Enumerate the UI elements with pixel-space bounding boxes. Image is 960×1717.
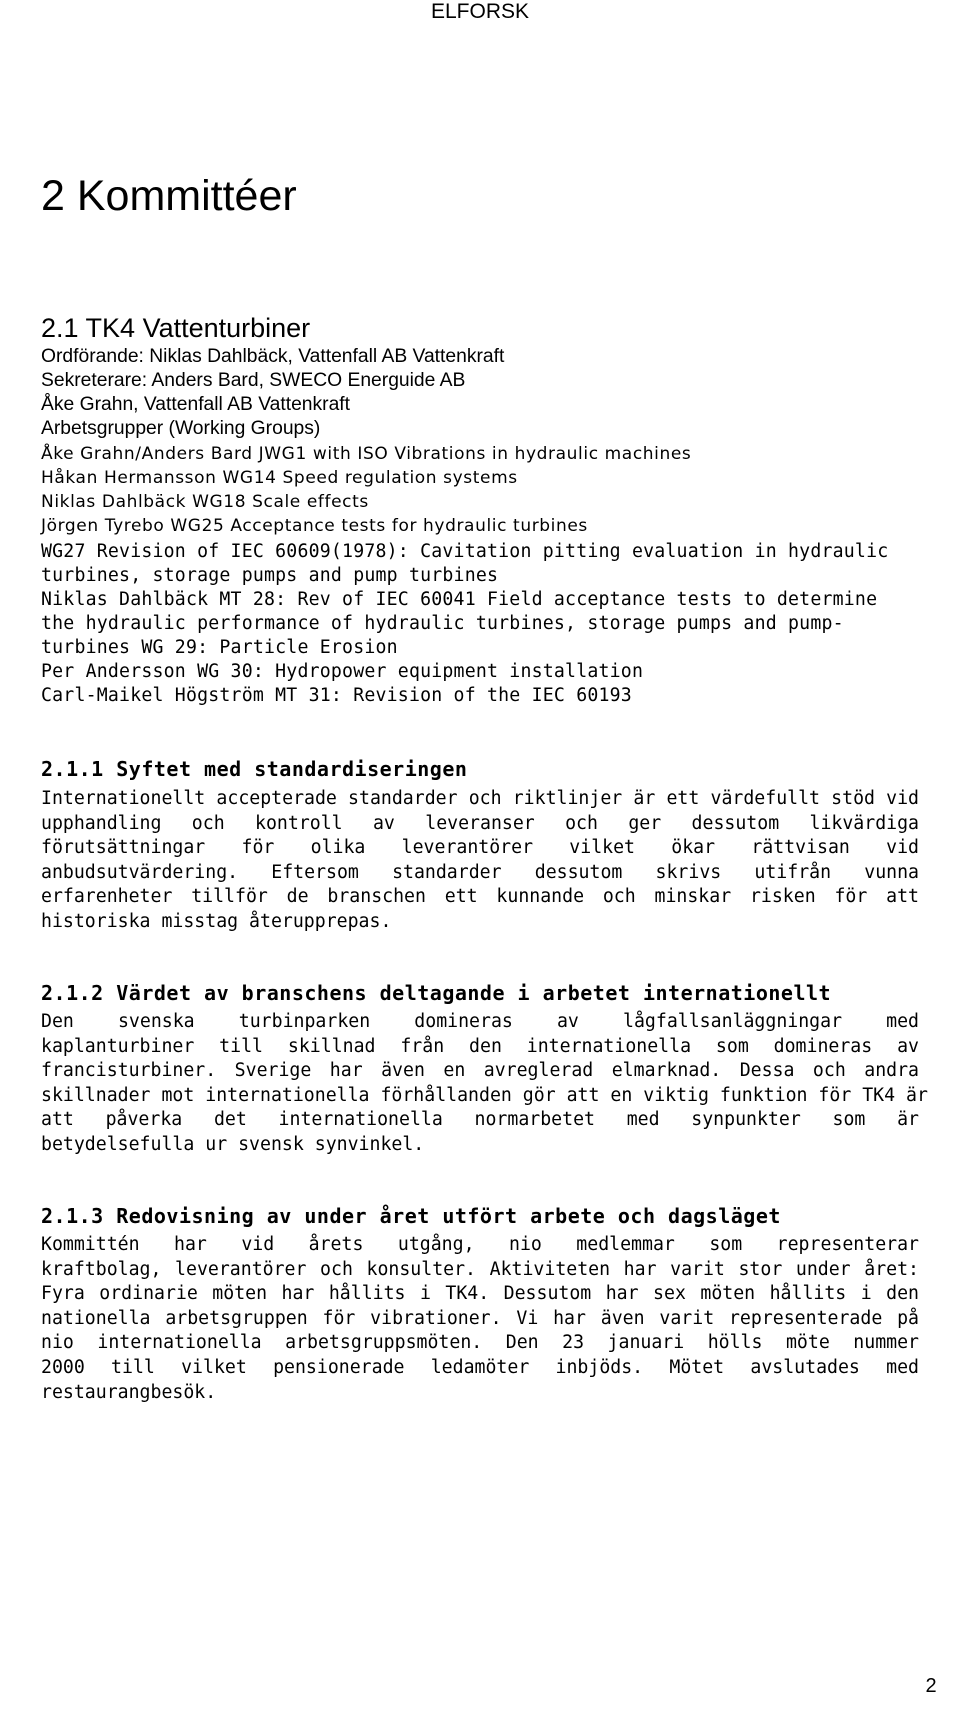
working-group-line: Niklas Dahlbäck MT 28: Rev of IEC 60041 Field acceptance tests to determine <box>41 589 878 610</box>
subsection-title-vardet: 2.1.2 Värdet av branschens deltagande i arbetet internationellt <box>41 981 832 1005</box>
committee-line-working-groups: Arbetsgrupper (Working Groups) <box>41 418 321 439</box>
working-group-line: WG27 Revision of IEC 60609(1978): Cavitation pitting evaluation in hydraulic <box>41 541 889 562</box>
page-number-text: 2 <box>925 1675 937 1697</box>
paragraph-line: förutsättningar för olika leverantörer vilket ökar rättvisan vid <box>41 837 919 859</box>
subsection-title-syftet: 2.1.1 Syftet med standardiseringen <box>41 757 468 781</box>
working-group-line: Jörgen Tyrebo WG25 Acceptance tests for hydraulic turbines <box>41 516 588 536</box>
working-group-line: turbines, storage pumps and pump turbines <box>41 565 499 586</box>
paragraph-line: nio internationella arbetsgruppsmöten. Den 23 januari hölls möte nummer <box>41 1332 919 1354</box>
paragraph-line: betydelsefulla ur svensk synvinkel. <box>41 1133 425 1155</box>
paragraph-line: upphandling och kontroll av leveranser och ger dessutom likvärdiga <box>41 812 919 834</box>
paragraph-line: att påverka det internationella normarbetet med synpunkter som är <box>41 1109 919 1131</box>
paragraph-line: kraftbolag, leverantörer och konsulter. Aktiviteten har varit stor under året: <box>41 1258 919 1280</box>
working-group-line: Åke Grahn/Anders Bard JWG1 with ISO Vibrations in hydraulic machines <box>41 444 692 464</box>
working-group-line: Carl-Maikel Högström MT 31: Revision of the IEC 60193 <box>41 685 632 706</box>
working-group-line: Per Andersson WG 30: Hydropower equipment installation <box>41 661 644 682</box>
paragraph-line: anbudsutvärdering. Eftersom standarder dessutom skrivs utifrån vunna <box>41 861 919 883</box>
working-group-mono-list <box>41 540 921 708</box>
paragraph-vardet <box>41 1010 928 1158</box>
paragraph-line: Den svenska turbinparken domineras av lågfallsanläggningar med <box>41 1011 919 1032</box>
paragraph-line: 2000 till vilket pensionerade ledamöter inbjöds. Mötet avslutades med <box>41 1356 919 1378</box>
paragraph-line: restaurangbesök. <box>41 1381 217 1403</box>
working-group-list <box>41 442 921 538</box>
working-group-line: Niklas Dahlbäck WG18 Scale effects <box>41 492 369 512</box>
committee-line-chair: Ordförande: Niklas Dahlbäck, Vattenfall AB Vattenkraft <box>41 346 505 367</box>
paragraph-line: Internationellt accepterade standarder och riktlinjer är ett värdefullt stöd vid <box>41 788 919 809</box>
committee-list <box>41 345 921 441</box>
paragraph-line: kaplanturbiner till skillnad från den internationella som domineras av <box>41 1035 919 1057</box>
working-group-line: turbines WG 29: Particle Erosion <box>41 637 398 658</box>
working-group-line: the hydraulic performance of hydraulic turbines, storage pumps and pump- <box>41 613 844 634</box>
page-number <box>0 1675 946 1698</box>
paragraph-line: historiska misstag återupprepas. <box>41 910 392 932</box>
paragraph-syftet <box>41 787 919 935</box>
working-group-line: Håkan Hermansson WG14 Speed regulation systems <box>41 468 518 488</box>
committee-line-member: Åke Grahn, Vattenfall AB Vattenkraft <box>41 394 351 415</box>
paragraph-line: nationella arbetsgruppen för vibrationer. Vi har även varit representerade på <box>41 1307 919 1329</box>
running-header: ELFORSK <box>430 0 530 23</box>
paragraph-line: Fyra ordinarie möten har hållits i TK4. Dessutom har sex möten hållits i den <box>41 1283 919 1305</box>
paragraph-line: skillnader mot internationella förhållanden gör att en viktig funktion för TK4 är <box>41 1084 928 1106</box>
paragraph-line: Kommittén har vid årets utgång, nio medlemmar som representerar <box>41 1234 919 1255</box>
subsection-title-redovisning: 2.1.3 Redovisning av under året utfört arbete och dagsläget <box>41 1204 781 1228</box>
paragraph-line: erfarenheter tillför de branschen ett kunnande och minskar risken för att <box>41 886 919 908</box>
paragraph-line: francisturbiner. Sverige har även en avreglerad elmarknad. Dessa och andra <box>41 1060 919 1082</box>
paragraph-redovisning <box>41 1233 919 1405</box>
committee-line-secretary: Sekreterare: Anders Bard, SWECO Energuide AB <box>41 370 466 391</box>
section-title: 2.1 TK4 Vattenturbiner <box>41 313 311 343</box>
chapter-title: 2 Kommittéer <box>41 172 297 220</box>
